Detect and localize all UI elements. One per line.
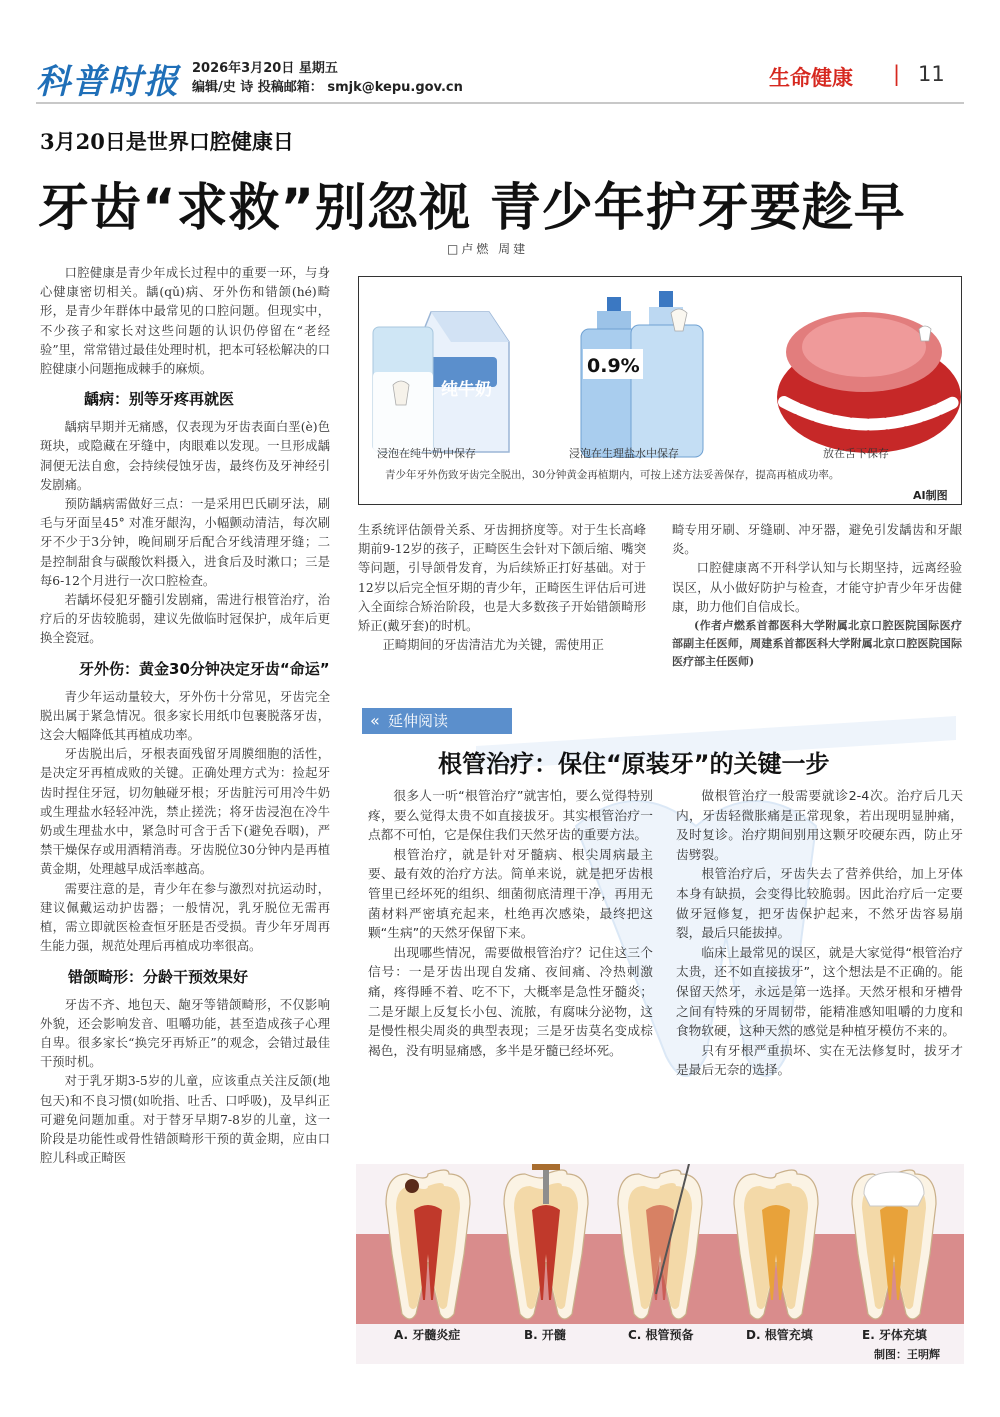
section-heading-trauma: 牙外伤：黄金30分钟决定牙齿“命运” [79,659,330,678]
author-note: (作者卢燃系首都医科大学附属北京口腔医院国际医疗部副主任医师，周建系首都医科大学附属北京口腔医院国际医疗部主任医师) [672,619,962,669]
extended-left-column [368,786,653,1060]
figure-credit: AI制图 [913,489,948,502]
trauma-paragraph-1: 青少年运动量较大，牙外伤十分常见，牙齿完全脱出属于紧急情况。很多家长用纸巾包裹脱落牙齿，这会大幅降低其再植成功率。 [40,689,330,743]
extended-right-paragraph-4: 只有牙根严重损坏、实在无法修复时，拔牙才是最后无奈的选择。 [676,1042,963,1078]
root-canal-figure [356,1164,964,1364]
extended-left-paragraph-3: 出现哪些情况，需要做根管治疗？记住这三个信号：一是牙齿出现自发痛、夜间痛、冷热刺激痛，疼得睡不着、吃不下，大概率是急性牙髓炎；二是牙龈上反复长小包、流脓，有腐味分泌物，这是慢性根尖周炎的典型表现；三是牙齿莫名变成棕褐色，没有明显痛感，多半是牙髓已经坏死。 [368,944,653,1058]
extended-left-paragraph-1: 很多人一听“根管治疗”就害怕，要么觉得特别疼，要么觉得太贵不如直接拔牙。其实根管治疗一点都不可怕，它是保住我们天然牙齿的重要方法。 [368,788,653,843]
trauma-paragraph-3: 需要注意的是，青少年在参与激烈对抗运动时，建议佩戴运动护齿器；一般情况，乳牙脱位无需再植，需立即就医检查恒牙胚是否受损。青少年牙周再生能力强，规范处理后再植成功率很高。 [40,881,330,954]
date-line: 2026年3月20日 星期五 [192,61,338,76]
extended-right-paragraph-1: 做根管治疗一般需要就诊2-4次。治疗后几天内，牙齿轻微胀痛是正常现象，若出现明显肿痛，及时复诊。治疗期间别用这颗牙咬硬东西，防止牙齿劈裂。 [676,788,963,862]
section-separator: | [893,62,901,86]
crown-filling [864,1172,924,1206]
middle-paragraph-2: 正畸期间的牙齿清洁尤为关键，需使用正 [382,638,604,653]
caries-paragraph-1: 龋病早期并无痛感，仅表现为牙齿表面白垩(è)色斑块，或隐藏在牙缝中，肉眼难以发现。一旦形成龋洞便无法自愈，会持续侵蚀牙齿，最终伤及牙神经引发剧痛。 [40,420,330,492]
malocclusion-paragraph-1: 牙齿不齐、地包天、龅牙等错颌畸形，不仅影响外貌，还会影响发音、咀嚼功能，甚至造成孩子心理自卑。很多家长“换完牙再矫正”的观念，会错过最佳干预时机。 [40,997,330,1070]
left-column [40,264,330,1168]
malocclusion-paragraph-2: 对于乳牙期3-5岁的儿童，应该重点关注反颌(地包天)和不良习惯(如吮指、吐舌、口呼吸)，及早纠正可避免问题加重。对于替牙早期7-8岁的儿童，这一阶段是功能性或骨性错颌畸形干预的黄金期，应由口腔儿科或正畸医 [40,1074,330,1166]
extended-right-paragraph-3: 临床上最常见的误区，就是大家觉得“根管治疗太贵，还不如直接拔牙”，这个想法是不正确的。能保留天然牙，永远是第一选择。天然牙根和牙槽骨之间有特殊的牙周韧带，能精准感知咀嚼的力度和食物软硬，这种天然的感觉是种植牙模仿不来的。 [676,944,963,1039]
figure2-credit: 制图：王明辉 [874,1348,940,1361]
header-rule [36,102,964,104]
caption-milk: 浸泡在纯牛奶中保存 [377,447,476,460]
caries-spot [405,1179,419,1193]
intro-paragraph: 口腔健康是青少年成长过程中的重要一环，与身心健康密切相关。龋(qǔ)病、牙外伤和错颌(hé)畸形，是青少年群体中最常见的口腔问题。但现实中，不少孩子和家长对这些问题的认识仍停留在“老经验”里，常常错过最佳处理时机，把本可轻松解决的口腔健康小问题拖成棘手的麻烦。 [40,266,330,377]
caries-paragraph-2: 预防龋病需做好三点：一是采用巴氏刷牙法，刷毛与牙面呈45° 对准牙龈沟，小幅颤动清洁，每次刷牙不少于3分钟，晚间刷牙后配合牙线清理牙缝；二是控制甜食与碳酸饮料摄入，进食后及时漱口；三是每6-12个月进行一次口腔检查。 [40,497,330,588]
right-paragraph-2: 口腔健康离不开科学认知与长期坚持，远离经验误区，从小做好防护与检查，才能守护青少年牙齿健康，助力他们自信成长。 [672,561,962,614]
kicker: 3月20日是世界口腔健康日 [40,129,294,154]
extended-reading-tag [362,708,512,734]
root-canal-steps-illustration [356,1164,964,1324]
page-number: 11 [918,62,945,86]
step-label-e: E. 牙体充填 [862,1328,927,1342]
mouth-tongue-icon [777,312,961,453]
extended-right-paragraph-2: 根管治疗后，牙齿失去了营养供给，加上牙体本身有缺损，会变得比较脆弱。因此治疗后一定要做牙冠修复，把牙齿保护起来，不然牙齿容易崩裂，最后只能拔掉。 [676,866,963,941]
middle-paragraph-1: 生系统评估颌骨关系、牙齿拥挤度等。对于生长高峰期前9-12岁的孩子，正畸医生会针对下颌后缩、嘴突等问题，引导颌骨发育，为后续矫正打好基础。对于12岁以后完全恒牙期的青少年，正畸医生评估后可进入全面综合矫治阶段，也是大多数孩子开始错颌畸形矫正(戴牙套)的时机。 [358,523,646,634]
step-label-a: A. 牙髓炎症 [394,1328,461,1342]
tooth-storage-figure [358,276,962,505]
extended-reading-label: 延伸阅读 [388,712,449,730]
extended-right-column [676,786,963,1080]
editor-line: 编辑/史 诗 投稿邮箱： smjk@kepu.gov.cn [192,80,463,95]
step-label-d: D. 根管充填 [746,1328,813,1342]
double-chevron-icon: « [370,711,380,730]
figure-note: 青少年牙外伤致牙齿完全脱出，30分钟黄金再植期内，可按上述方法妥善保存，提高再植成功率。 [385,469,840,481]
section-heading-caries: 龋病：别等牙疼再就医 [84,390,235,409]
headline: 牙齿“求救”别忽视 青少年护牙要趁早 [38,179,906,238]
extended-title: 根管治疗：保住“原装牙”的关键一步 [438,750,830,778]
caries-paragraph-3: 若龋坏侵犯牙髓引发剧痛，需进行根管治疗，治疗后的牙齿较脆弱，建议先做临时冠保护，成年后更换全瓷冠。 [40,593,330,646]
caption-saline: 浸泡在生理盐水中保存 [569,447,679,460]
byline: □卢燃 周建 [447,242,529,256]
caption-tongue: 放在舌下保存 [823,447,889,460]
middle-column [358,521,646,655]
section-name: 生命健康 [769,66,853,90]
extended-left-paragraph-2: 根管治疗，就是针对牙髓病、根尖周病最主要、最有效的治疗方法。简单来说，就是把牙齿根管里已经坏死的组织、细菌彻底清理干净，再用无菌材料严密填充起来，杜绝再次感染，最终把这颗“生病”的天然牙保留下来。 [368,846,653,941]
right-column [672,521,962,671]
section-heading-malocclusion: 错颌畸形：分龄干预效果好 [68,967,249,986]
trauma-paragraph-2: 牙齿脱出后，牙根表面残留牙周膜细胞的活性，是决定牙再植成败的关键。正确处理方式为：捡起牙齿时捏住牙冠，切勿触碰牙根；牙齿脏污可用冷牛奶或生理盐水轻轻冲洗，禁止搓洗；将牙齿浸泡在冷牛奶或生理盐水中，紧急时可含于舌下(避免吞咽)，严禁干燥保存或用酒精消毒。牙齿脱位30分钟内是再植黄金期，处理越早成活率越高。 [40,747,330,877]
step-label-c: C. 根管预备 [628,1328,694,1342]
masthead-logo: 科普时报 [36,62,180,102]
step-label-b: B. 开髓 [524,1328,566,1342]
saline-label: 0.9% [587,355,640,377]
right-paragraph-1: 畸专用牙刷、牙缝刷、冲牙器，避免引发龋齿和牙龈炎。 [672,523,962,557]
milk-label: 纯牛奶 [441,380,492,400]
